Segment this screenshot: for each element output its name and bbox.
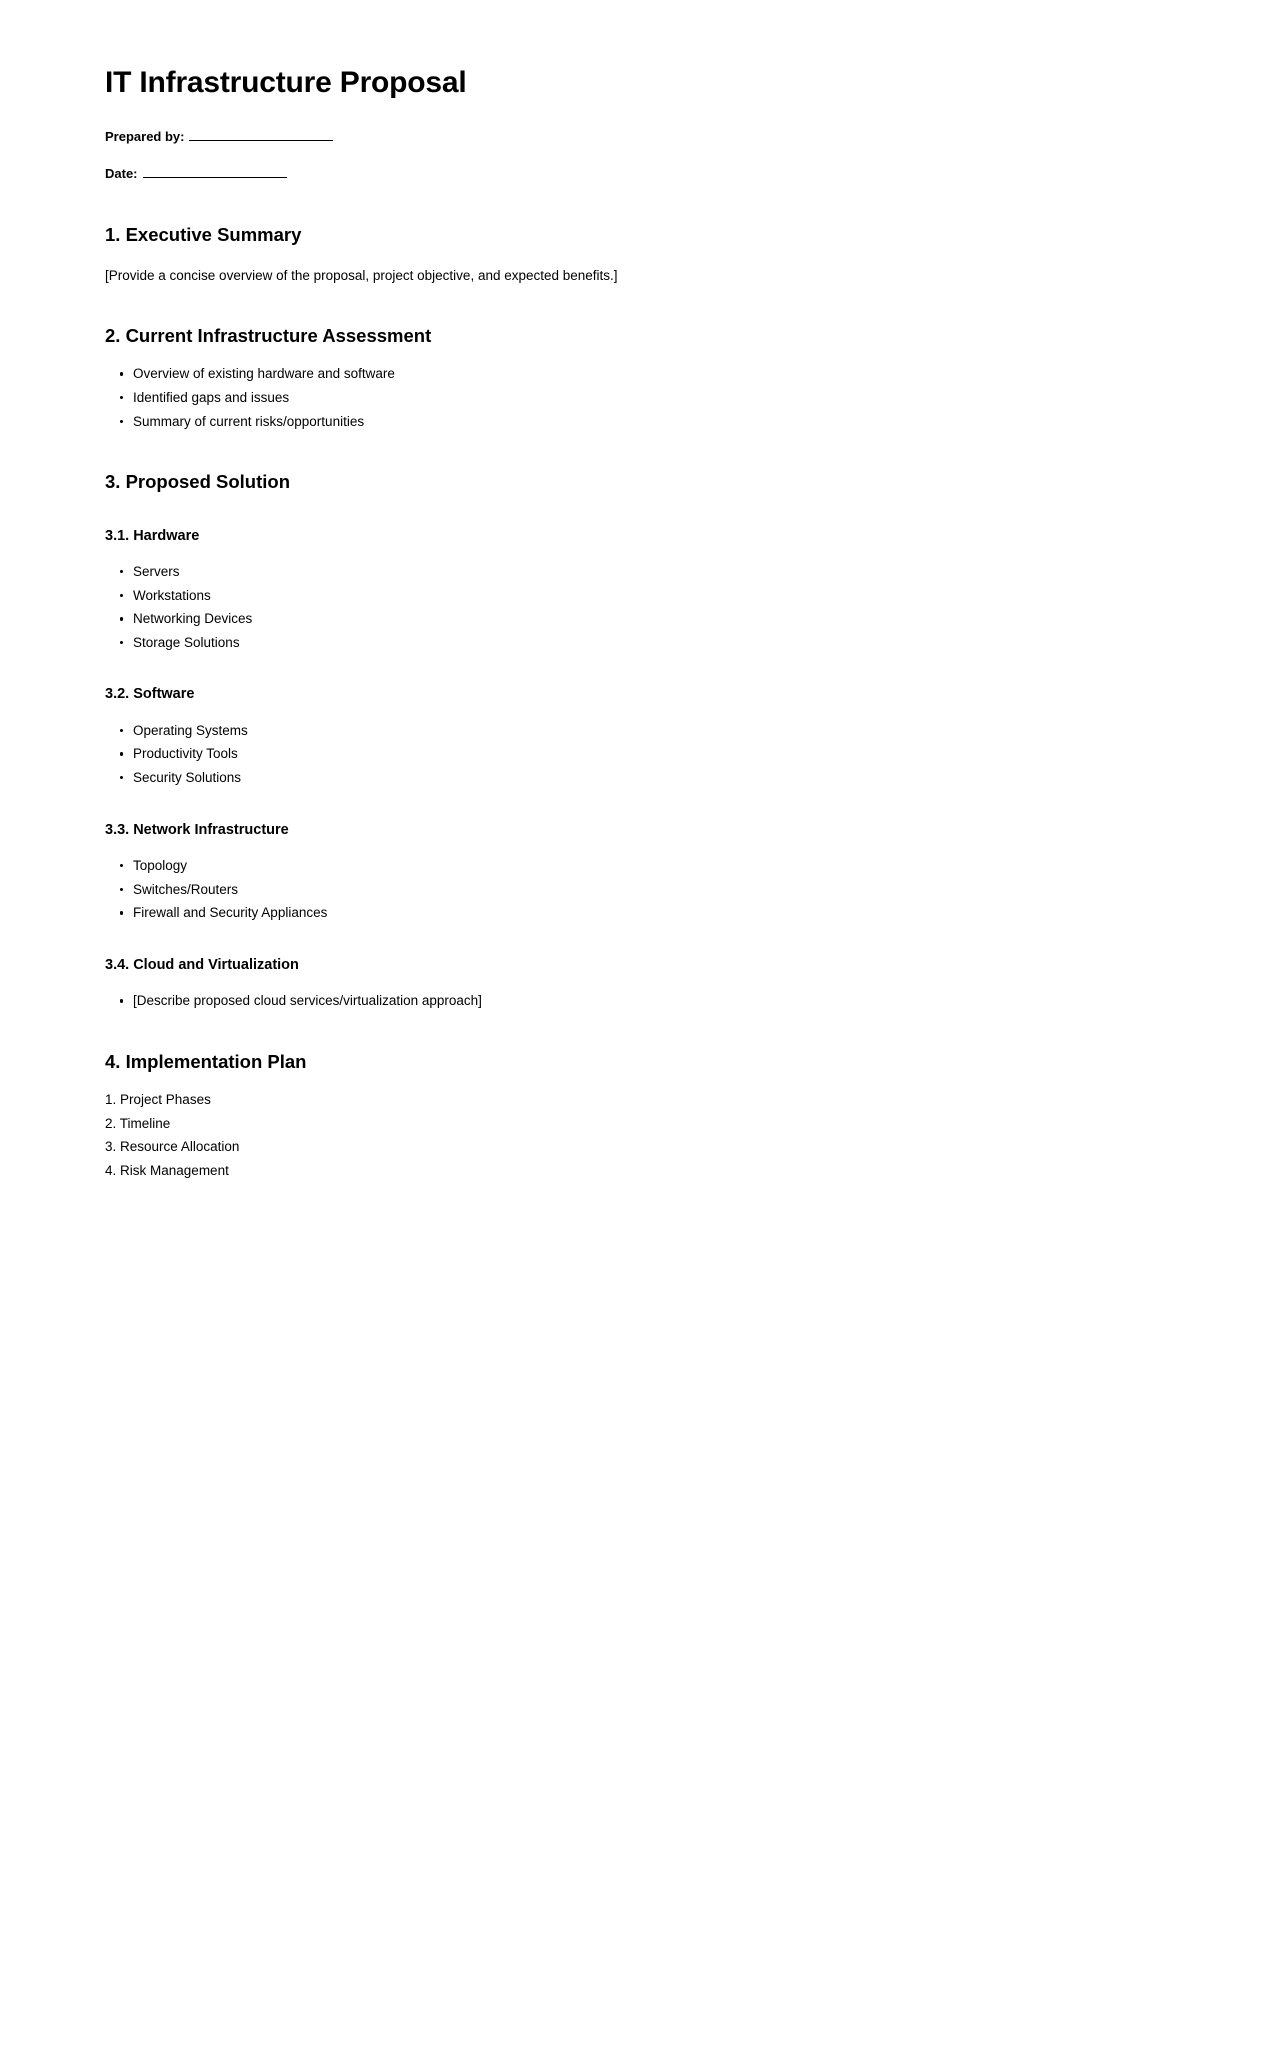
list-item: Workstations bbox=[133, 587, 1158, 606]
date-row bbox=[105, 164, 1158, 184]
list-item: Servers bbox=[133, 563, 1158, 582]
date-field[interactable] bbox=[143, 166, 287, 178]
list-item: Productivity Tools bbox=[133, 745, 1158, 764]
section-current-infrastructure-assessment bbox=[105, 325, 1158, 431]
subsection-heading: 3.1. Hardware bbox=[105, 527, 200, 544]
section-heading: 4. Implementation Plan bbox=[105, 1050, 307, 1072]
list-item: Identified gaps and issues bbox=[133, 389, 1158, 408]
list-item: Project Phases bbox=[120, 1092, 211, 1108]
section-heading: 2. Current Infrastructure Assessment bbox=[105, 325, 432, 347]
bullet-list bbox=[105, 563, 1158, 653]
section-implementation-plan bbox=[105, 1051, 1158, 1181]
bullet-list bbox=[105, 365, 1158, 431]
date-label: Date: bbox=[105, 166, 138, 181]
list-item: Summary of current risks/opportunities bbox=[133, 413, 1158, 432]
list-item: Networking Devices bbox=[133, 610, 1158, 629]
bullet-list bbox=[105, 857, 1158, 923]
subsection-network-infrastructure bbox=[105, 822, 1158, 923]
list-item: Timeline bbox=[119, 1115, 171, 1131]
list-item: Firewall and Security Appliances bbox=[133, 904, 1158, 923]
page-bottom-whitespace bbox=[105, 1186, 1158, 1786]
section-paragraph: [Provide a concise overview of the proposal, project objective, and expected benefits.] bbox=[105, 267, 618, 283]
list-item: Storage Solutions bbox=[133, 634, 1158, 653]
section-heading: 3. Proposed Solution bbox=[105, 471, 291, 493]
section-heading: 1. Executive Summary bbox=[105, 223, 302, 245]
list-item: Operating Systems bbox=[133, 722, 1158, 741]
subsection-cloud-and-virtualization bbox=[105, 957, 1158, 1011]
list-item: Overview of existing hardware and software bbox=[133, 365, 1158, 384]
section-executive-summary bbox=[105, 224, 1158, 286]
subsection-heading: 3.4. Cloud and Virtualization bbox=[105, 956, 299, 973]
section-proposed-solution bbox=[105, 471, 1158, 1011]
numbered-list bbox=[105, 1091, 1158, 1181]
bullet-list bbox=[105, 992, 1158, 1011]
list-item: [Describe proposed cloud services/virtualization approach] bbox=[133, 992, 1158, 1011]
subsection-heading: 3.2. Software bbox=[105, 686, 195, 703]
prepared-by-label: Prepared by: bbox=[105, 128, 185, 144]
prepared-by-row bbox=[105, 127, 1158, 147]
list-item: Risk Management bbox=[120, 1163, 229, 1178]
list-item: Switches/Routers bbox=[133, 881, 1158, 900]
subsection-software bbox=[105, 686, 1158, 787]
document-meta-block bbox=[105, 127, 1158, 184]
list-item: Topology bbox=[133, 857, 1158, 876]
list-item: Security Solutions bbox=[133, 769, 1158, 788]
page-title: IT Infrastructure Proposal bbox=[105, 66, 467, 99]
prepared-by-field[interactable] bbox=[189, 128, 333, 140]
subsection-hardware bbox=[105, 528, 1158, 653]
list-item: Resource Allocation bbox=[120, 1139, 240, 1155]
bullet-list bbox=[105, 722, 1158, 788]
subsection-heading: 3.3. Network Infrastructure bbox=[105, 821, 289, 838]
